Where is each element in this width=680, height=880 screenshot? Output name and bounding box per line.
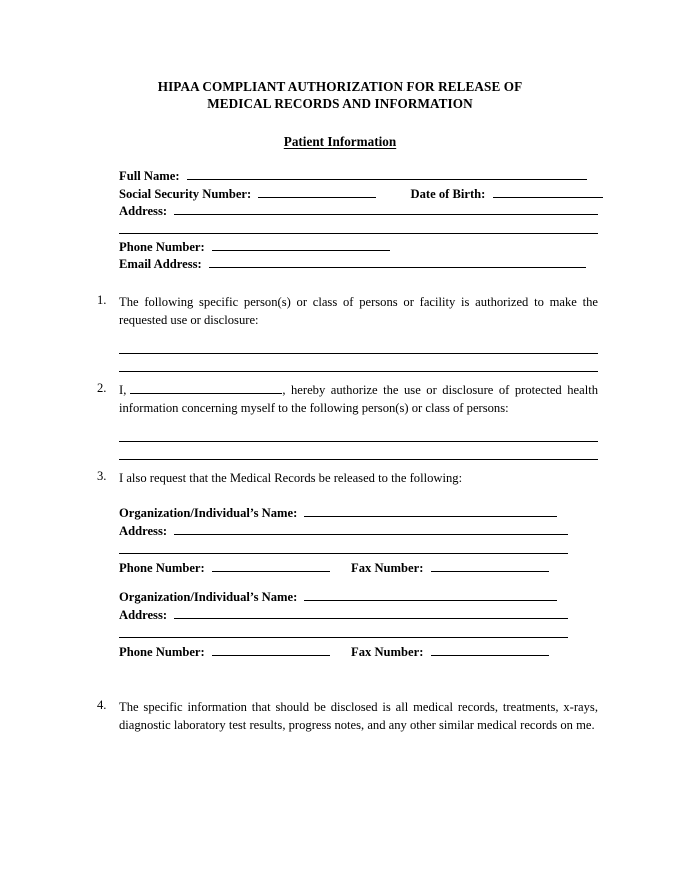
document-title bbox=[80, 78, 600, 112]
address-continuation-input[interactable] bbox=[119, 220, 598, 238]
phone-number-input[interactable] bbox=[212, 238, 390, 251]
recipient-2-address-input[interactable] bbox=[174, 606, 568, 619]
recipient-2-organization-label: Organization/Individual’s Name: bbox=[119, 590, 298, 604]
email-address-label: Email Address: bbox=[119, 257, 202, 272]
recipient-2-fax-input[interactable] bbox=[431, 643, 549, 656]
address-input[interactable] bbox=[174, 202, 598, 215]
item-2-name-input[interactable] bbox=[130, 382, 282, 394]
field-row-ssn-dob bbox=[119, 185, 598, 203]
section-heading-label: Patient Information bbox=[283, 134, 397, 149]
recipient-1-fax-label: Fax Number: bbox=[351, 561, 424, 576]
recipient-1-address-input[interactable] bbox=[174, 522, 568, 535]
item-2-number: 2. bbox=[97, 381, 107, 395]
social-security-number-input[interactable] bbox=[258, 185, 376, 198]
date-of-birth-label: Date of Birth: bbox=[410, 186, 486, 201]
social-security-number-label: Social Security Number: bbox=[119, 186, 252, 201]
item-2-text-before-blank: I, bbox=[119, 383, 127, 397]
numbered-item-2 bbox=[97, 381, 598, 460]
recipient-2-fax-label: Fax Number: bbox=[351, 645, 424, 660]
recipient-2-address-label: Address: bbox=[119, 608, 168, 623]
phone-number-label: Phone Number: bbox=[119, 239, 205, 254]
patient-information-block bbox=[119, 167, 598, 273]
recipient-2-address-continuation-input[interactable] bbox=[119, 624, 568, 643]
recipient-2-organization-input[interactable] bbox=[304, 588, 557, 601]
item-1-answer-area bbox=[119, 335, 598, 372]
recipient-block-2 bbox=[119, 588, 568, 662]
item-4-text: The specific information that should be disclosed is all medical records, treatments, x-rays, diagnostic laboratory test results, progress notes, and any other similar medical records on me. bbox=[119, 700, 598, 733]
field-row-full-name bbox=[119, 167, 598, 185]
recipient-1-organization-label: Organization/Individual’s Name: bbox=[119, 506, 298, 520]
item-1-answer-line-1[interactable] bbox=[119, 335, 598, 354]
item-1-text: The following specific person(s) or class of persons or facility is authorized to make the requested use or disclosure: bbox=[119, 295, 598, 328]
field-row-email-address bbox=[119, 255, 598, 273]
recipient-1-fax-input[interactable] bbox=[431, 559, 549, 572]
numbered-item-1 bbox=[97, 293, 598, 372]
section-heading-patient-information bbox=[80, 133, 600, 151]
recipient-block-1 bbox=[119, 504, 568, 578]
full-name-input[interactable] bbox=[187, 167, 587, 180]
item-2-answer-line-2[interactable] bbox=[119, 442, 598, 461]
recipient-2-phone-fax-row bbox=[119, 643, 568, 661]
recipient-2-phone-label: Phone Number: bbox=[119, 645, 205, 660]
recipient-2-organization-row bbox=[119, 588, 568, 606]
recipient-1-address-row bbox=[119, 522, 568, 540]
item-3-number: 3. bbox=[97, 469, 107, 483]
recipient-1-address-continuation-input[interactable] bbox=[119, 540, 568, 559]
document-title-line-2: MEDICAL RECORDS AND INFORMATION bbox=[207, 96, 473, 111]
recipient-1-phone-fax-row bbox=[119, 559, 568, 577]
field-row-address bbox=[119, 202, 598, 220]
field-row-phone-number bbox=[119, 238, 598, 256]
recipient-1-organization-input[interactable] bbox=[304, 504, 557, 517]
item-3-text: I also request that the Medical Records be released to the following: bbox=[119, 471, 463, 485]
recipient-2-phone-input[interactable] bbox=[212, 643, 330, 656]
date-of-birth-input[interactable] bbox=[493, 185, 603, 198]
address-label: Address: bbox=[119, 204, 168, 219]
item-2-answer-area bbox=[119, 423, 598, 460]
item-2-answer-line-1[interactable] bbox=[119, 423, 598, 442]
recipient-1-address-label: Address: bbox=[119, 524, 168, 539]
email-address-input[interactable] bbox=[209, 255, 586, 268]
recipient-1-phone-input[interactable] bbox=[212, 559, 330, 572]
recipient-2-address-row bbox=[119, 606, 568, 624]
document-title-line-1: HIPAA COMPLIANT AUTHORIZATION FOR RELEASE OF bbox=[157, 79, 523, 94]
full-name-label: Full Name: bbox=[119, 169, 180, 183]
numbered-item-4 bbox=[97, 698, 598, 734]
item-1-number: 1. bbox=[97, 293, 107, 307]
recipient-1-organization-row bbox=[119, 504, 568, 522]
item-2-text bbox=[119, 381, 598, 417]
item-2-text-after-blank: , hereby authorize the use or disclosure of protected health information concerning myself to the following person(s) or class of persons: bbox=[119, 383, 598, 416]
item-1-answer-line-2[interactable] bbox=[119, 354, 598, 373]
numbered-item-3 bbox=[97, 469, 598, 487]
item-4-number: 4. bbox=[97, 698, 107, 712]
recipient-1-phone-label: Phone Number: bbox=[119, 561, 205, 576]
